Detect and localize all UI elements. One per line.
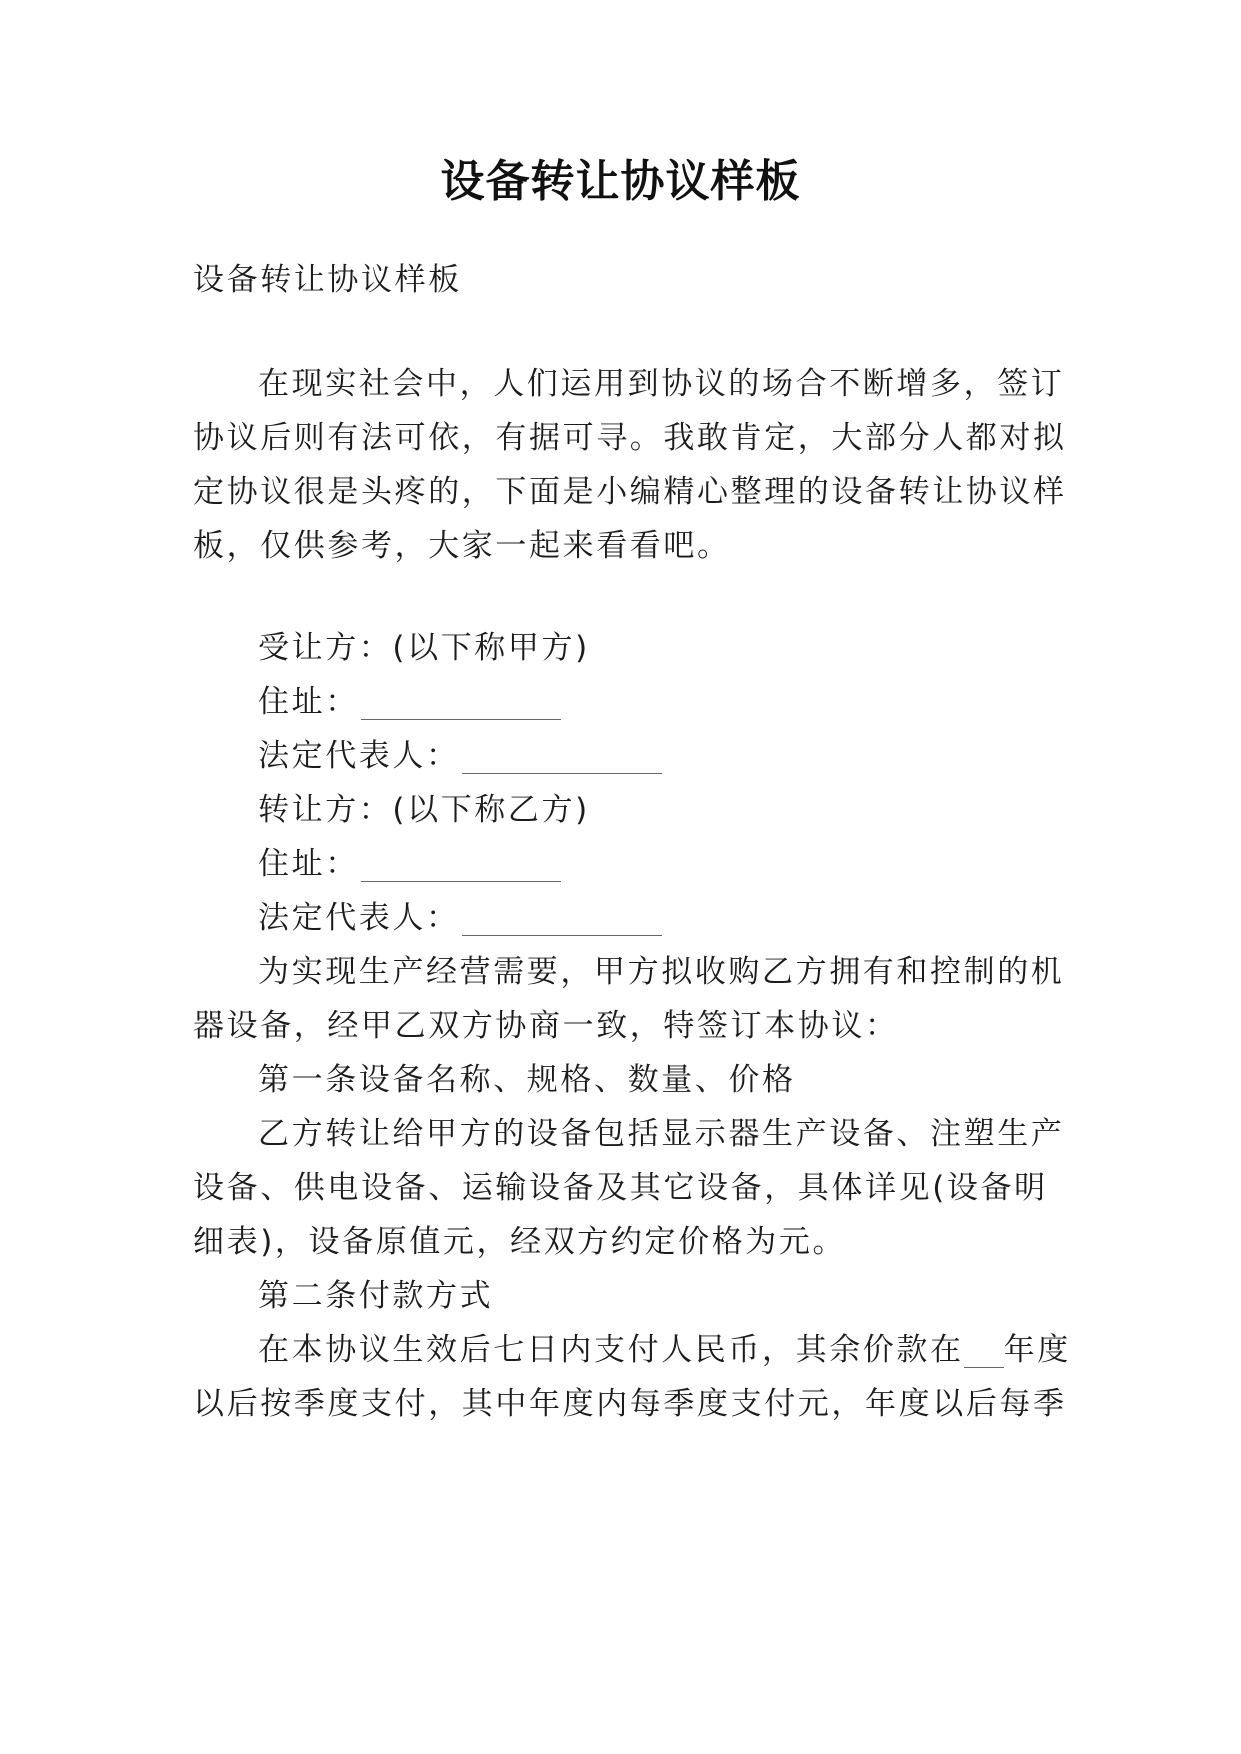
- article2-heading: 第二条付款方式: [258, 1278, 494, 1314]
- party-b-label: 转让方：(以下称乙方): [258, 792, 590, 828]
- party-a-address-blank: [361, 689, 561, 720]
- intro-line: 定协议很是头疼的，下面是小编精心整理的设备转让协议样: [193, 474, 1067, 510]
- party-a-label: 受让方：(以下称甲方): [258, 630, 590, 666]
- party-b-rep-label: 法定代表人：: [258, 900, 460, 936]
- article2-body-line: [258, 1328, 1118, 1372]
- preamble-line: 器设备，经甲乙双方协商一致，特签订本协议：: [193, 1008, 899, 1044]
- party-a-rep-label: 法定代表人：: [258, 738, 460, 774]
- party-b-rep-blank: [462, 905, 662, 936]
- article2-body-line: 以后按季度支付，其中年度内每季度支付元，年度以后每季: [193, 1386, 1067, 1422]
- article1-body-line: 细表)，设备原值元，经双方约定价格为元。: [193, 1224, 847, 1260]
- article1-body-line: 乙方转让给甲方的设备包括显示器生产设备、注塑生产: [258, 1116, 1065, 1152]
- preamble-line: 为实现生产经营需要，甲方拟收购乙方拥有和控制的机: [258, 954, 1065, 990]
- party-a-address-row: [258, 680, 1118, 724]
- intro-line: 在现实社会中，人们运用到协议的场合不断增多，签订: [258, 366, 1065, 402]
- party-a-rep-row: [258, 734, 1118, 778]
- document-subtitle: 设备转让协议样板: [193, 262, 462, 298]
- party-b-rep-row: [258, 896, 1118, 940]
- party-a-address-label: 住址：: [258, 684, 359, 720]
- year-blank: [964, 1337, 1004, 1368]
- article2-body-text: 在本协议生效后七日内支付人民币，其余价款在: [258, 1332, 964, 1368]
- article1-body-line: 设备、供电设备、运输设备及其它设备，具体详见(设备明: [193, 1170, 1048, 1206]
- intro-line: 协议后则有法可依，有据可寻。我敢肯定，大部分人都对拟: [193, 420, 1067, 456]
- party-a-rep-blank: [462, 743, 662, 774]
- party-b-address-row: [258, 842, 1118, 886]
- party-b-address-blank: [361, 851, 561, 882]
- article2-body-text: 年度: [1003, 1332, 1071, 1368]
- document-title: 设备转让协议样板: [440, 156, 801, 207]
- intro-line: 板，仅供参考，大家一起来看看吧。: [193, 528, 731, 564]
- article1-heading: 第一条设备名称、规格、数量、价格: [258, 1062, 796, 1098]
- party-b-address-label: 住址：: [258, 846, 359, 882]
